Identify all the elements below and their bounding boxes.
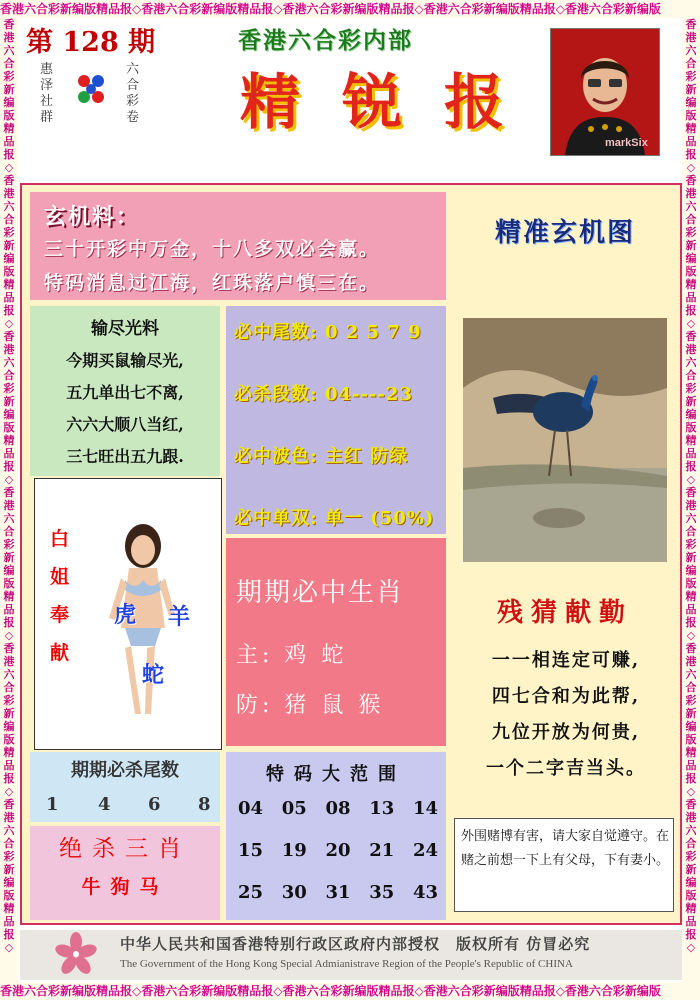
- range-number: 21: [369, 840, 395, 861]
- kill-tail-number: 8: [198, 794, 211, 815]
- kill-tail-title: 期期必杀尾数: [71, 760, 179, 781]
- range-number: 08: [325, 798, 351, 819]
- peacock-photo: [463, 318, 667, 562]
- range-row: [238, 882, 438, 903]
- lottery-balls-logo-icon: [74, 72, 108, 106]
- lose-all-title: 输尽光料: [91, 319, 159, 339]
- must-label: 必杀段数:: [234, 384, 318, 405]
- range-number: 04: [238, 798, 264, 819]
- kill-three-title: 绝杀三肖: [59, 836, 191, 862]
- logo-left-text: 惠泽社群: [40, 62, 54, 125]
- xuanji-line: 三十开彩中万金，十八多双必会赢。: [44, 238, 381, 260]
- top-banner-strip: 香港六合彩新编版精品报◇香港六合彩新编版精品报◇香港六合彩新编版精品报◇香港六合彩新编版精品报◇香港六合彩新编版: [0, 0, 700, 18]
- page-subtitle: 香港六合彩内部: [238, 27, 413, 54]
- range-number: 35: [369, 882, 395, 903]
- range-number: 43: [412, 882, 438, 903]
- right-banner-strip: 香港六合彩新编版精品报◇香港六合彩新编版精品报◇香港六合彩新编版精品报◇香港六合彩新编版精品报◇香港六合彩新编版精品报◇香港六合彩新编版精品报◇: [682, 18, 700, 982]
- bauhinia-flower-icon: [54, 932, 98, 976]
- riddle-line: 一个二字吉当头。: [486, 758, 646, 779]
- left-banner-strip: 香港六合彩新编版精品报◇香港六合彩新编版精品报◇香港六合彩新编版精品报◇香港六合彩新编版精品报◇香港六合彩新编版精品报◇香港六合彩新编版精品报◇: [0, 18, 18, 982]
- range-row: [238, 840, 438, 861]
- range-number: 19: [281, 840, 307, 861]
- range-number: 20: [325, 840, 351, 861]
- girl-tag-snake: 蛇: [142, 662, 165, 688]
- kill-three-animals: 牛狗马: [81, 876, 169, 898]
- footer-copyright-en: The Government of the Hong Kong Special Admianistrave Region of the People's Republic of CHINA: [120, 958, 573, 970]
- range-number: 05: [281, 798, 307, 819]
- must-label: 必中波色:: [234, 446, 318, 467]
- zodiac-main: 主: 鸡 蛇: [236, 643, 348, 668]
- zodiac-title: 期期必中生肖: [236, 578, 405, 608]
- girl-tag-goat: 羊: [168, 604, 191, 630]
- range-number: 30: [281, 882, 307, 903]
- footer-copyright-cn: 中华人民共和国香港特别行政区政府内部授权 版权所有 仿冒必究: [120, 935, 591, 953]
- zodiac-guard: 防: 猪 鼠 猴: [236, 693, 385, 718]
- riddle-line: 一一相连定可赚,: [491, 650, 641, 671]
- portrait-caption: markSix: [605, 137, 648, 149]
- gambling-warning-note: 外围赌博有害，请大家自觉遵守。在赌之前想一下上有父母，下有妻小。: [454, 818, 674, 912]
- lose-all-line: 五九单出七不离,: [66, 383, 184, 402]
- must-color-row: [234, 442, 408, 468]
- must-kill-segment-row: [234, 380, 413, 406]
- riddle-title: 残猜献勤: [496, 598, 633, 628]
- page-title: 精锐报: [240, 68, 546, 138]
- xuanji-line: 特码消息过江海，红珠落户慎三在。: [44, 272, 381, 294]
- must-value: 主红 防绿: [324, 446, 409, 467]
- range-number: 14: [412, 798, 438, 819]
- bottom-banner-strip: 香港六合彩新编版精品报◇香港六合彩新编版精品报◇香港六合彩新编版精品报◇香港六合彩新编版精品报◇香港六合彩新编版: [0, 982, 700, 1000]
- girl-tag-tiger: 虎: [114, 602, 137, 628]
- must-odd-even-row: [234, 504, 434, 530]
- must-value: 0 2 5 7 9: [324, 322, 422, 343]
- must-label: 必中尾数:: [234, 322, 318, 343]
- lose-all-line: 三七旺出五九跟.: [66, 447, 184, 466]
- range-number: 24: [412, 840, 438, 861]
- range-number: 31: [325, 882, 351, 903]
- must-value: 单一 (50%): [324, 508, 435, 529]
- issue-number: 第 128 期: [26, 27, 156, 58]
- must-value: 04----23: [324, 384, 413, 405]
- range-row: [238, 798, 438, 819]
- logo-right-text: 六合彩卷: [126, 62, 140, 125]
- must-label: 必中单双:: [234, 508, 318, 529]
- special-range-title: 特码大范围: [266, 764, 406, 785]
- portrait-image: [550, 28, 660, 156]
- range-number: 13: [369, 798, 395, 819]
- xuanji-title: 玄机料：: [44, 204, 141, 230]
- range-number: 15: [238, 840, 264, 861]
- must-tail-row: [234, 318, 422, 344]
- kill-tail-number: 4: [98, 794, 111, 815]
- riddle-picture-title: 精准玄机图: [494, 218, 635, 248]
- lose-all-line: 今期买鼠输尽光,: [66, 351, 184, 370]
- range-number: 25: [238, 882, 264, 903]
- girl-vertical-text: 白姐奉献: [50, 528, 70, 664]
- kill-tail-number: 1: [46, 794, 59, 815]
- riddle-line: 四七合和为此帮,: [491, 686, 641, 707]
- lose-all-line: 六六大顺八当红,: [66, 415, 184, 434]
- riddle-line: 九位开放为何贵,: [491, 722, 641, 743]
- kill-tail-number: 6: [148, 794, 161, 815]
